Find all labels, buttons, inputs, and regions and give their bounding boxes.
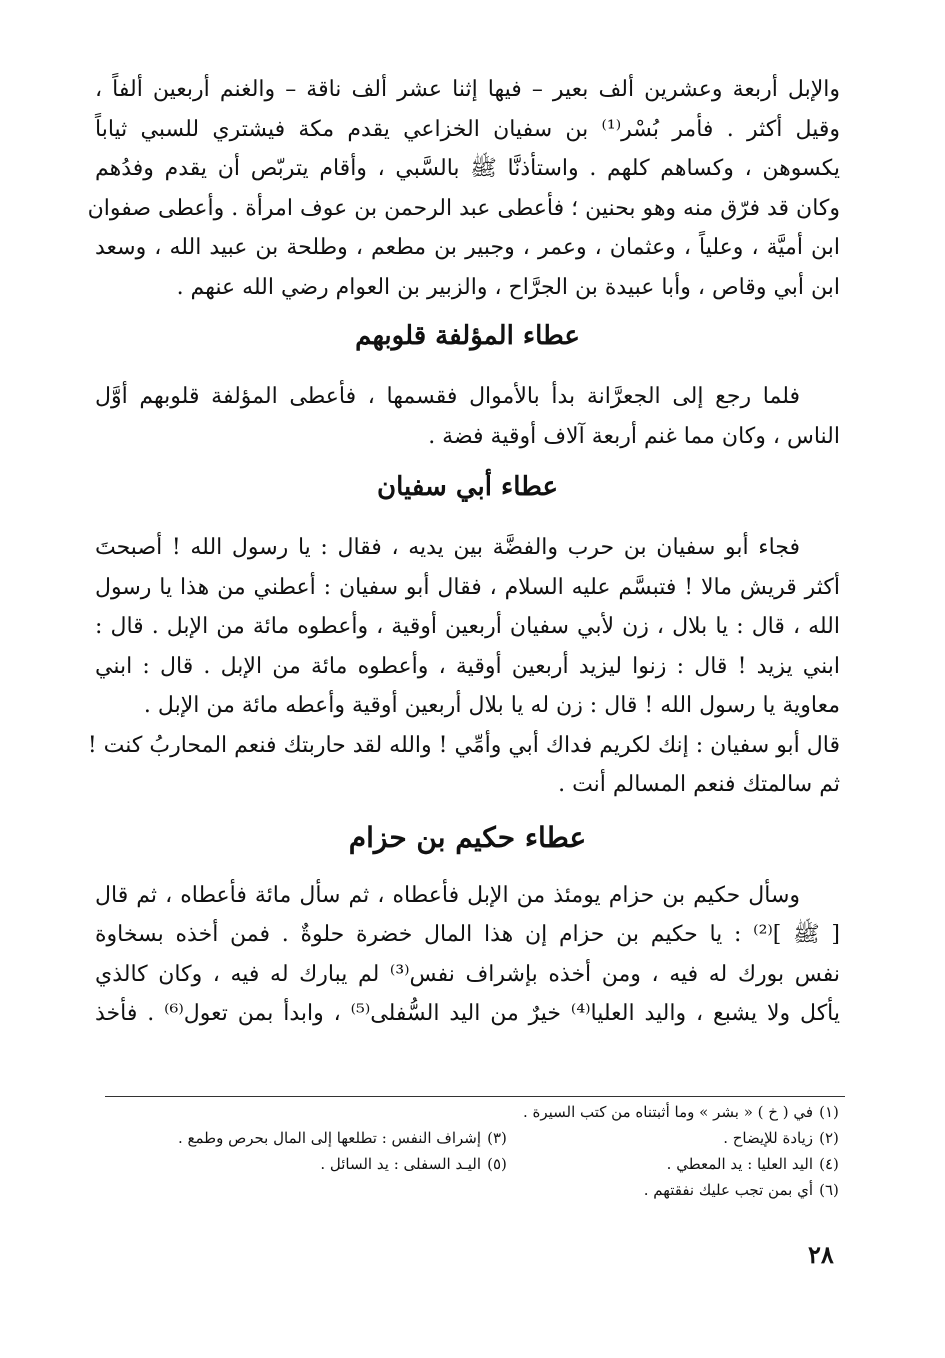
page-body [87, 70, 841, 1034]
text-line: وسأل حكيم بن حزام يومئذ من الإبل فأعطاه ، ثم سأل مائة فأعطاه ، ثم قال [95, 882, 800, 908]
footnote-text: زيادة للإيضاح . [723, 1129, 813, 1147]
text-line: [ ﷺ ]⁽²⁾ : يا حكيم بن حزام إن هذا المال خضرة حلوةٌ . فمن أخذه بسخاوة [95, 922, 840, 947]
text-line: ثم سالمتك فنعم المسالم أنت . [558, 772, 840, 797]
footnote-1 [105, 1099, 845, 1125]
footnote-number: (٥) [487, 1155, 507, 1173]
text-line: والإبل أربعة وعشرين ألف بعير – فيها إثنا عشر ألف ناقة – والغنم أربعين ألفاً ، [95, 77, 840, 102]
footnote-text: في ( خ ) « بشر » وما أثبتناه من كتب السيرة . [522, 1103, 813, 1121]
paragraph-2 [95, 377, 840, 456]
footnote-text: اليـد السفلى : يد السائل . [320, 1155, 481, 1173]
text-line: معاوية يا رسول الله ! قال : زن له يا بلال أربعين أوقية وأعطه مائة من الإبل . [143, 693, 840, 718]
section-heading-hakim: عطاء حكيم بن حزام [348, 820, 587, 854]
footnote-text: اليد العليا : يد المعطي . [666, 1155, 813, 1173]
text-line: نفس بورك له فيه ، ومن أخذه بإشراف نفس⁽³⁾ لم يبارك له فيه ، وكان كالذي [95, 961, 841, 987]
text-line: قال أبو سفيان : إنك لكريم فداك أبي وأمِّي ! والله لقد حاربتك فنعم المحاربُ كنت ! [87, 732, 840, 758]
text-line: الله ، قال : يا بلال ، زن لأبي سفيان أربعين أوقية ، وأعطوه مائة من الإبل . قال : [95, 614, 840, 639]
text-line: أكثر قريش مالا ! فتبسَّم عليه السلام ، فقال أبو سفيان : أعطني من هذا يا رسول [95, 574, 840, 600]
footnote-number: (١) [819, 1103, 839, 1121]
text-line: فجاء أبو سفيان بن حرب والفضَّة بين يديه ، فقال : يا رسول الله ! أصبحتَ [95, 535, 800, 560]
section-heading-abu-sufyan: عطاء أبي سفيان [376, 472, 559, 502]
text-line: وقيل أكثر . فأمر بُسْر⁽¹⁾ بن سفيان الخزاعي يقدم مكة فيشتري للسبي ثياباً [95, 116, 840, 142]
footnote-number: (٣) [487, 1129, 507, 1147]
footnote-number: (٦) [819, 1181, 839, 1199]
text-line: وكان قد فرّق منه وهو بحنين ؛ فأعطى عبد الرحمن بن عوف امرأة . وأعطى صفوان [87, 195, 840, 221]
footnotes [105, 1096, 845, 1203]
text-line: يكسوهن ، وكساهم كلهم . واستأذنَّا ﷺ بالسَّبي ، وأقام يتربّص أن يقدم وفدُهم [95, 156, 840, 181]
text-line: ابني يزيد ! قال : زنوا ليزيد أربعين أوقية ، وأعطوه مائة من الإبل . قال : ابني [95, 653, 840, 679]
paragraph-3 [87, 528, 840, 805]
text-line: فلما رجع إلى الجعرَّانة بدأ بالأموال فقسمها ، فأعطى المؤلفة قلوبهم أوَّل [95, 384, 800, 409]
text-line: الناس ، وكان مما غنم أربعة آلاف أوقية فضة . [428, 423, 840, 449]
paragraph-4 [95, 876, 840, 1034]
footnote-text: أي بمن تجب عليك نفقتهم . [643, 1181, 813, 1199]
section-heading-muallafa: عطاء المؤلفة قلوبهم [355, 321, 580, 351]
page-number: ٢٨ [808, 1240, 834, 1269]
paragraph-1 [87, 70, 840, 307]
footnote-number: (٢) [819, 1129, 839, 1147]
text-line: ابن أبي وقاص ، وأبا عبيدة بن الجرَّاح ، والزبير بن العوام رضي الله عنهم . [176, 274, 840, 300]
footnote-text: إشراف النفس : تطلعها إلى المال بحرص وطمع . [177, 1129, 481, 1147]
footnote-6 [105, 1177, 845, 1203]
text-line: ابن أميَّة ، وعلياً ، وعثمان ، وعمر ، وجبير بن مطعم ، وطلحة بن عبيد الله ، وسعد [95, 235, 840, 260]
footnote-row-4-5 [105, 1151, 845, 1177]
footnote-number: (٤) [819, 1155, 839, 1173]
text-line: يأكل ولا يشبع ، واليد العليا⁽⁴⁾ خيرٌ من اليد السُّفلى⁽⁵⁾ ، وابدأ بمن تعول⁽⁶⁾ . فأخذ [95, 1001, 841, 1026]
footnote-row-2-3 [105, 1125, 845, 1151]
